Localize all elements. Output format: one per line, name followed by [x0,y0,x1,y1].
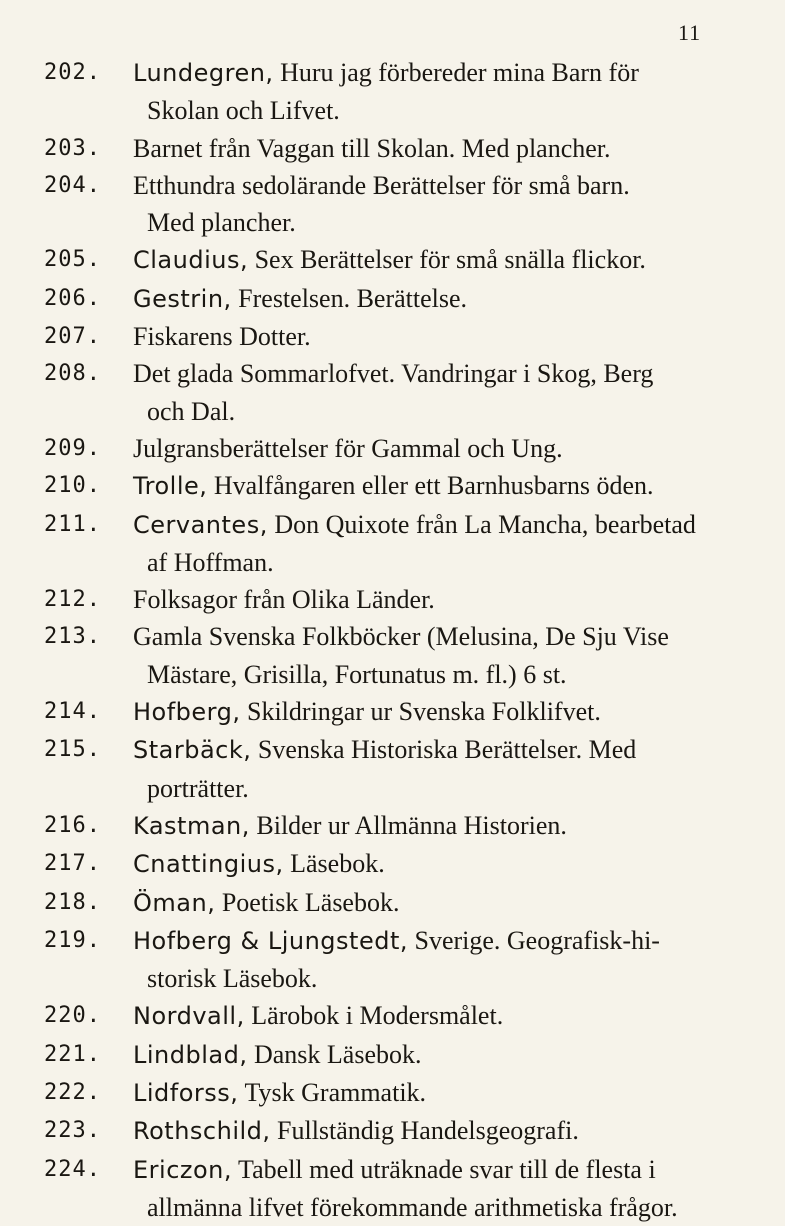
entry-title-text: Sex Berättelser för små snälla flickor. [248,245,646,275]
entry-number: 211. [44,511,101,537]
entry-title-text: Fiskarens Dotter. [133,322,311,352]
entry-continuation-line [133,204,753,241]
entry-number: 208. [44,361,101,387]
entry-number: 212. [44,587,101,613]
entry-title-text: Mästare, Grisilla, Fortunatus m. fl.) 6 st. [147,659,567,689]
entry-first-line [133,922,753,960]
entry-title-text: Med plancher. [147,208,296,238]
entry-first-line [133,280,753,318]
entry-text [133,1036,753,1074]
entry-text [133,54,753,130]
entry-author: Trolle, [133,472,208,501]
catalog-entry [0,807,785,845]
entry-number: 202. [44,60,101,85]
page-number: 11 [678,20,702,45]
catalog-entry [0,280,785,318]
entry-text [133,430,753,467]
catalog-entry [0,1074,785,1112]
entry-author: Cervantes, [133,510,268,539]
entry-title-text: Huru jag förbereder mina Barn för [273,58,639,87]
entry-title-text: Det glada Sommarlofvet. Vandringar i Skog, Berg [133,359,654,389]
entry-title-text: Fullständig Handelsgeografi. [270,1116,579,1146]
entry-text [133,1151,753,1226]
entry-author: Claudius, [133,246,249,275]
entry-author: Starbäck, [133,736,252,765]
entry-first-line [133,997,753,1035]
entry-title-text: och Dal. [147,396,236,426]
catalog-entry [0,318,785,355]
entry-number: 217. [44,851,101,877]
catalog-entry [0,355,785,430]
entry-author: Lindblad, [133,1040,248,1069]
entry-first-line [133,467,753,505]
entry-number: 215. [44,737,101,763]
catalog-entry [0,884,785,922]
entry-number: 203. [44,135,101,161]
entry-title-text: Folksagor från Olika Länder. [133,585,435,615]
entry-title-text: Dansk Läsebok. [247,1039,422,1069]
catalog-entry [0,845,785,883]
entry-author: Hofberg, [133,698,241,727]
catalog-entries [0,54,785,1226]
entry-author: Gestrin, [133,284,232,313]
catalog-entry [0,1036,785,1074]
entry-text [133,167,753,242]
entry-author: Lidforss, [133,1079,239,1108]
entry-author: Öman, [133,888,216,917]
entry-first-line [133,845,753,883]
catalog-entry [0,581,785,618]
entry-text [133,997,753,1035]
entry-title-text: Tabell med uträknade svar till de flesta i [232,1154,656,1184]
entry-number: 222. [44,1080,101,1106]
entry-first-line [133,355,753,392]
entry-number: 204. [44,172,101,198]
entry-continuation-line [133,92,753,129]
entry-title-text: Skildringar ur Svenska Folklifvet. [240,697,601,727]
entry-text [133,731,753,807]
entry-author: Kastman, [133,811,250,840]
entry-first-line [133,884,753,922]
entry-text [133,355,753,430]
entry-first-line [133,581,753,618]
catalog-entry [0,1112,785,1150]
entry-author: Lundegren, [133,59,274,87]
entry-first-line [133,130,753,167]
catalog-entry [0,54,785,130]
entry-first-line [133,430,753,467]
entry-continuation-line [133,656,753,693]
entry-first-line [133,1112,753,1150]
entry-text [133,241,753,279]
entry-text [133,1074,753,1112]
entry-first-line [133,241,753,279]
catalog-entry [0,618,785,693]
entry-number: 213. [44,624,101,650]
catalog-entry [0,506,785,582]
entry-first-line [133,693,753,731]
catalog-entry [0,241,785,279]
entry-continuation-line [133,960,753,997]
entry-title-text: Bilder ur Allmänna Historien. [249,810,567,840]
entry-title-text: Lärobok i Modersmålet. [244,1001,504,1031]
entry-first-line [133,618,753,655]
catalog-entry [0,1151,785,1226]
entry-author: Rothschild, [133,1117,271,1146]
entry-text [133,1112,753,1150]
entry-text [133,618,753,693]
catalog-entry [0,922,785,998]
entry-text [133,280,753,318]
entry-number: 216. [44,812,101,838]
entry-first-line [133,506,753,544]
catalog-entry [0,693,785,731]
entry-number: 223. [44,1118,101,1144]
catalog-entry [0,731,785,807]
entry-number: 221. [44,1041,101,1067]
entry-title-text: Etthundra sedolärande Berättelser för små barn. [133,170,630,200]
entry-text [133,693,753,731]
entry-author: Cnattingius, [133,850,284,879]
entry-first-line [133,54,753,92]
entry-number: 214. [44,699,101,725]
entry-continuation-line [133,393,753,430]
entry-title-text: Hvalfångaren eller ett Barnhusbarns öden. [207,471,654,501]
entry-title-text: Svenska Historiska Berättelser. Med [251,735,637,765]
entry-number: 224. [44,1156,101,1182]
entry-title-text: porträtter. [147,773,249,803]
entry-text [133,506,753,582]
entry-title-text: Skolan och Lifvet. [147,96,340,126]
entry-continuation-line [133,1189,753,1226]
entry-first-line [133,318,753,355]
entry-title-text: allmänna lifvet förekommande arithmetiska frågor. [147,1192,678,1222]
entry-author: Hofberg & Ljungstedt, [133,926,408,955]
entry-title-text: Frestelsen. Berättelse. [231,283,468,313]
entry-continuation-line [133,544,753,581]
entry-text [133,467,753,505]
entry-title-text: Poetisk Läsebok. [215,887,400,917]
entry-text [133,581,753,618]
entry-text [133,318,753,355]
entry-continuation-line [133,770,753,807]
entry-first-line [133,807,753,845]
entry-first-line [133,1151,753,1189]
catalog-entry [0,130,785,167]
entry-number: 218. [44,889,101,915]
entry-number: 209. [44,435,101,461]
entry-author: Nordvall, [133,1002,245,1031]
entry-first-line [133,1036,753,1074]
entry-number: 205. [44,247,101,273]
catalog-entry [0,430,785,467]
entry-title-text: Tysk Grammatik. [238,1078,427,1108]
entry-title-text: af Hoffman. [147,547,274,577]
entry-number: 220. [44,1003,101,1029]
entry-text [133,845,753,883]
entry-title-text: storisk Läsebok. [147,964,318,994]
entry-title-text: Don Quixote från La Mancha, bearbetad [267,509,696,539]
entry-author: Ericzon, [133,1155,233,1184]
entry-title-text: Gamla Svenska Folkböcker (Melusina, De Sju Vise [133,622,669,652]
catalog-entry [0,167,785,242]
entry-text [133,130,753,167]
entry-first-line [133,1074,753,1112]
entry-text [133,807,753,845]
entry-title-text: Julgransberättelser för Gammal och Ung. [133,433,563,463]
entry-title-text: Barnet från Vaggan till Skolan. Med plancher. [133,133,611,163]
entry-text [133,884,753,922]
entry-text [133,922,753,998]
entry-title-text: Läsebok. [283,849,385,879]
entry-number: 210. [44,473,101,499]
entry-number: 206. [44,285,101,311]
entry-number: 207. [44,324,101,350]
catalog-entry [0,997,785,1035]
entry-title-text: Sverige. Geografisk-hi- [407,925,660,955]
catalog-entry [0,467,785,505]
entry-first-line [133,167,753,204]
entry-number: 219. [44,927,101,953]
entry-first-line [133,731,753,769]
